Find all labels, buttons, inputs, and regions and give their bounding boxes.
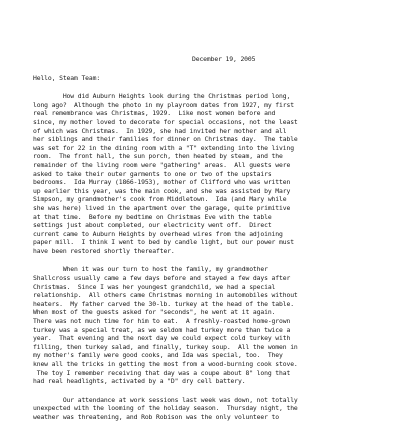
text-line: heaters. My father carved the 30-lb. turkey at the head of the table. (33, 299, 294, 308)
text-line: since, my mother loved to decorate for special occasions, not the least (33, 117, 298, 126)
text-line: When most of the guests asked for "seconds", he went at it again. (33, 308, 276, 317)
text-line: paper mill. I think I went to bed by candle light, but our power must (33, 238, 294, 247)
paragraph-christmas-1929 (33, 92, 378, 255)
text-line: have been restored shortly thereafter. (33, 246, 175, 255)
text-line: at that time. Before my bedtime on Christmas Eve with the table (33, 212, 272, 221)
text-line: remainder of the living room were "gathering" areas. All guests were (33, 160, 291, 169)
text-line: she was here) lived in the apartment over the garage, quite primitive (33, 203, 291, 212)
text-line: Our attendance at work sessions last week was down, not totally (33, 395, 298, 404)
text-line: year. That evening and the next day we could expect cold turkey with (33, 334, 291, 343)
text-line: was set for 22 in the dining room with a "T" extending into the living (33, 143, 294, 152)
text-line: Christmas. Since I was her youngest grandchild, we had a special (33, 282, 276, 291)
letter-greeting: Hello, Steam Team: (33, 73, 101, 82)
text-line: asked to take their outer garments to one or two of the upstairs (33, 169, 272, 178)
text-line: filling, then turkey salad, and finally, turkey soup. All the women in (33, 342, 298, 351)
text-line: room. The front hall, the sun porch, then heated by steam, and the (33, 152, 283, 161)
text-line: relationship. All others came Christmas morning in automobiles without (33, 291, 298, 300)
text-line: How did Auburn Heights look during the Christmas period long, (33, 92, 291, 101)
text-line: real remembrance was Christmas, 1929. Like most women before and (33, 109, 276, 118)
text-line: The toy I remember receiving that day was a coupe about 8" long that (33, 368, 291, 377)
text-line: had real headlights, activated by a "D" dry cell battery. (33, 377, 246, 386)
text-line: up earlier this year, was the main cook, and she was assisted by Mary (33, 186, 291, 195)
letter-date: December 19, 2005 (192, 55, 256, 63)
text-line: my mother's family were good cooks, and Ida was special, too. They (33, 351, 283, 360)
text-line: weather was threatening, and Rob Robison was the only volunteer to (33, 412, 280, 421)
text-line: turkey was a special treat, as we seldom had turkey more than twice a (33, 325, 291, 334)
text-line: settings just about completed, our electricity went off. Direct (33, 221, 272, 230)
text-line: When it was our turn to host the family, my grandmother (33, 265, 268, 274)
text-line: knew all the tricks in getting the most from a wood-burning cook stove. (33, 360, 298, 368)
paragraph-hosting-family (33, 265, 378, 385)
text-line: of which was Christmas. In 1929, she had invited her mother and all (33, 126, 287, 135)
text-line: There was not much time for him to eat. A freshly-roasted home-grown (33, 317, 291, 326)
text-line: unexpected with the looming of the holiday season. Thursday night, the (33, 404, 298, 413)
text-line: current came to Auburn Heights by overhead wires from the adjoining (33, 229, 283, 238)
text-line: long ago? Although the photo in my playroom dates from 1927, my first (33, 100, 294, 109)
text-line: her siblings and their families for dinner on Christmas day. The table (33, 135, 298, 144)
text-line: Simpson, my grandmother's cook from Middletown. Ida (and Mary while (33, 195, 287, 204)
text-line: Shallcross usually came a few days before and stayed a few days after (33, 274, 291, 283)
text-line: bedrooms. Ida Murray (1866-1953), mother of Clifford who was written (33, 178, 291, 187)
